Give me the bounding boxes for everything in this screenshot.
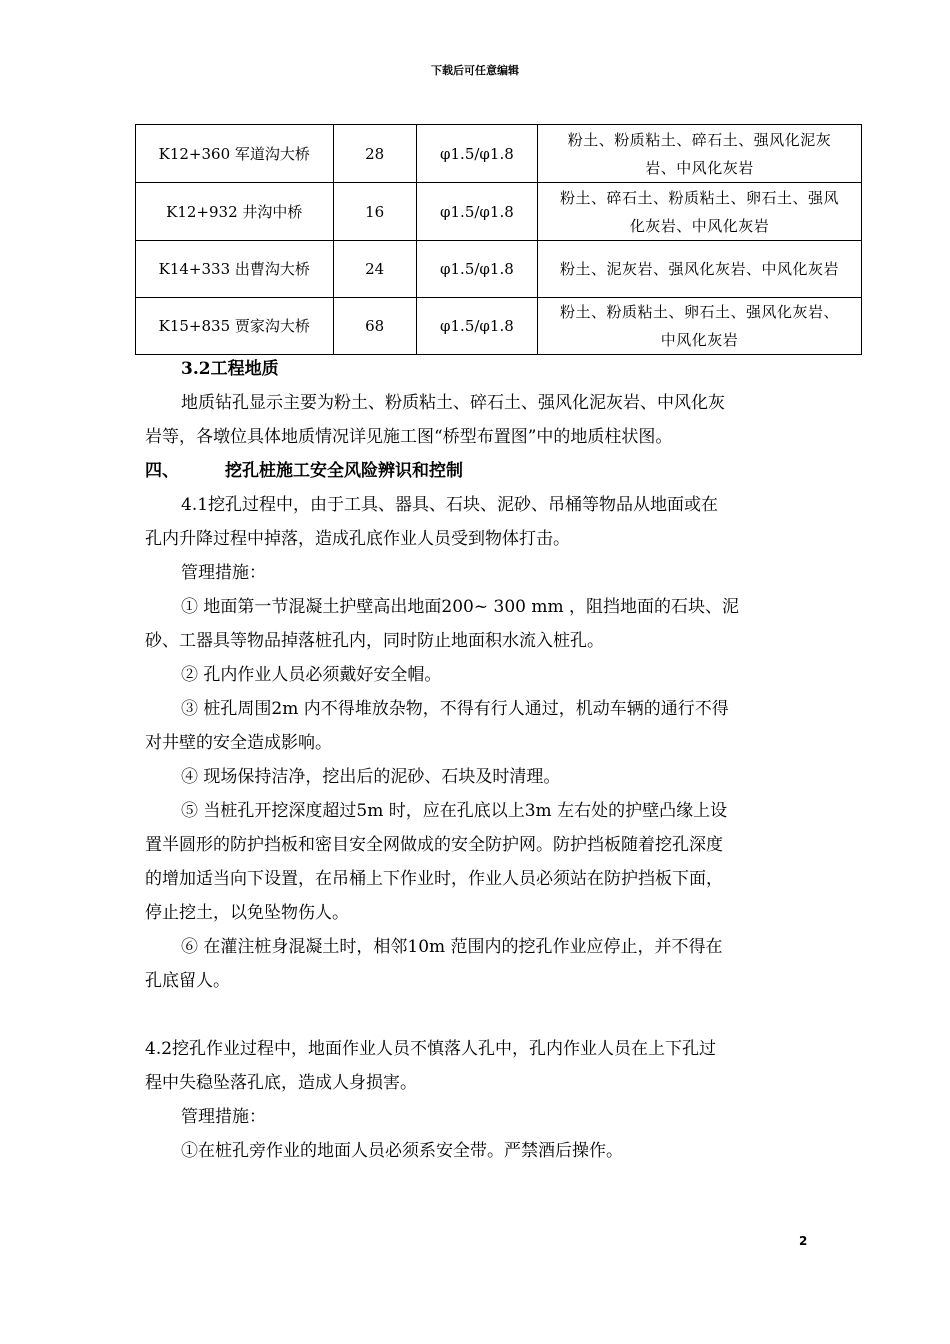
bridge-name: K14+333 出曹沟大桥 — [136, 241, 334, 298]
pile-diameter: φ1.5/φ1.8 — [416, 241, 537, 298]
paragraph-line: ⑥ 在灌注桩身混凝土时，相邻10m 范围内的挖孔作业应停止，并不得在 — [181, 937, 723, 957]
paragraph-line: ① 地面第一节混凝土护壁高出地面200~ 300 mm ，阻挡地面的石块、泥 — [181, 597, 739, 617]
paragraph-line: 岩等，各墩位具体地质情况详见施工图“桥型布置图”中的地质柱状图。 — [145, 427, 673, 447]
pile-diameter: φ1.5/φ1.8 — [416, 183, 537, 241]
paragraph-line: ①在桩孔旁作业的地面人员必须系安全带。严禁酒后操作。 — [181, 1141, 623, 1161]
section-heading-4 — [145, 454, 810, 488]
measures-label: 管理措施： — [181, 1107, 266, 1127]
section-number: 四、 — [145, 461, 179, 481]
bridge-name: K12+360 军道沟大桥 — [136, 125, 334, 183]
page-number: 2 — [799, 1234, 808, 1248]
paragraph-line: ② 孔内作业人员必须戴好安全帽。 — [181, 665, 442, 685]
pile-count: 68 — [333, 298, 416, 355]
geology-cell — [538, 183, 862, 241]
pile-diameter: φ1.5/φ1.8 — [416, 298, 537, 355]
page-header: 下载后可任意编辑 — [431, 64, 519, 77]
bridge-name: K12+932 井沟中桥 — [136, 183, 334, 241]
bridge-table — [135, 124, 862, 355]
pile-count: 28 — [333, 125, 416, 183]
geology-line: 化灰岩、中风化灰岩 — [629, 216, 770, 235]
document-body — [145, 352, 810, 1168]
geology-line: 粉土、粉质粘土、卵石土、强风化灰岩、 — [560, 303, 840, 321]
section-heading-3-2: 3.2工程地质 — [181, 359, 279, 379]
paragraph-line: 置半圆形的防护挡板和密目安全网做成的安全防护网。防护挡板随着挖孔深度 — [145, 835, 723, 855]
pile-count: 24 — [333, 241, 416, 298]
paragraph-line: ④ 现场保持洁净，挖出后的泥砂、石块及时清理。 — [181, 767, 561, 787]
geology-line: 粉土、粉质粘土、碎石土、强风化泥灰 — [567, 130, 832, 149]
geology-cell — [538, 298, 862, 355]
table-row — [136, 183, 862, 241]
paragraph-line: 停止挖土，以免坠物伤人。 — [145, 903, 349, 923]
geology-line: 中风化灰岩 — [660, 331, 739, 349]
paragraph-line: 程中失稳坠落孔底，造成人身损害。 — [145, 1073, 417, 1093]
paragraph-line: ③ 桩孔周围2m 内不得堆放杂物，不得有行人通过，机动车辆的通行不得 — [181, 699, 729, 719]
paragraph-line: 4.2挖孔作业过程中，地面作业人员不慎落人孔中，孔内作业人员在上下孔过 — [145, 1039, 717, 1059]
geology-line: 粉土、泥灰岩、强风化灰岩、中风化灰岩 — [560, 260, 840, 278]
pile-count: 16 — [333, 183, 416, 241]
table-row — [136, 241, 862, 298]
table-row — [136, 125, 862, 183]
geology-line: 粉土、碎石土、粉质粘土、卵石土、强风 — [560, 188, 840, 207]
paragraph-line: ⑤ 当桩孔开挖深度超过5m 时，应在孔底以上3m 左右处的护壁凸缘上设 — [181, 801, 728, 821]
geology-cell — [538, 125, 862, 183]
measures-label: 管理措施： — [181, 563, 266, 583]
bridge-name: K15+835 贾家沟大桥 — [136, 298, 334, 355]
paragraph-line: 孔内升降过程中掉落，造成孔底作业人员受到物体打击。 — [145, 529, 570, 549]
paragraph-line: 4.1挖孔过程中，由于工具、器具、石块、泥砂、吊桶等物品从地面或在 — [181, 495, 719, 515]
section-title: 挖孔桩施工安全风险辨识和控制 — [225, 461, 463, 481]
paragraph-line: 砂、工器具等物品掉落桩孔内，同时防止地面积水流入桩孔。 — [145, 631, 604, 651]
paragraph-line: 的增加适当向下设置，在吊桶上下作业时，作业人员必须站在防护挡板下面， — [145, 869, 723, 889]
blank-line — [145, 998, 810, 1032]
paragraph-line: 地质钻孔显示主要为粉土、粉质粘土、碎石土、强风化泥灰岩、中风化灰 — [181, 393, 725, 413]
geology-line: 岩、中风化灰岩 — [645, 158, 754, 177]
paragraph-line: 对井壁的安全造成影响。 — [145, 733, 332, 753]
paragraph-line: 孔底留人。 — [145, 971, 230, 991]
pile-diameter: φ1.5/φ1.8 — [416, 125, 537, 183]
geology-cell — [538, 241, 862, 298]
table-row — [136, 298, 862, 355]
